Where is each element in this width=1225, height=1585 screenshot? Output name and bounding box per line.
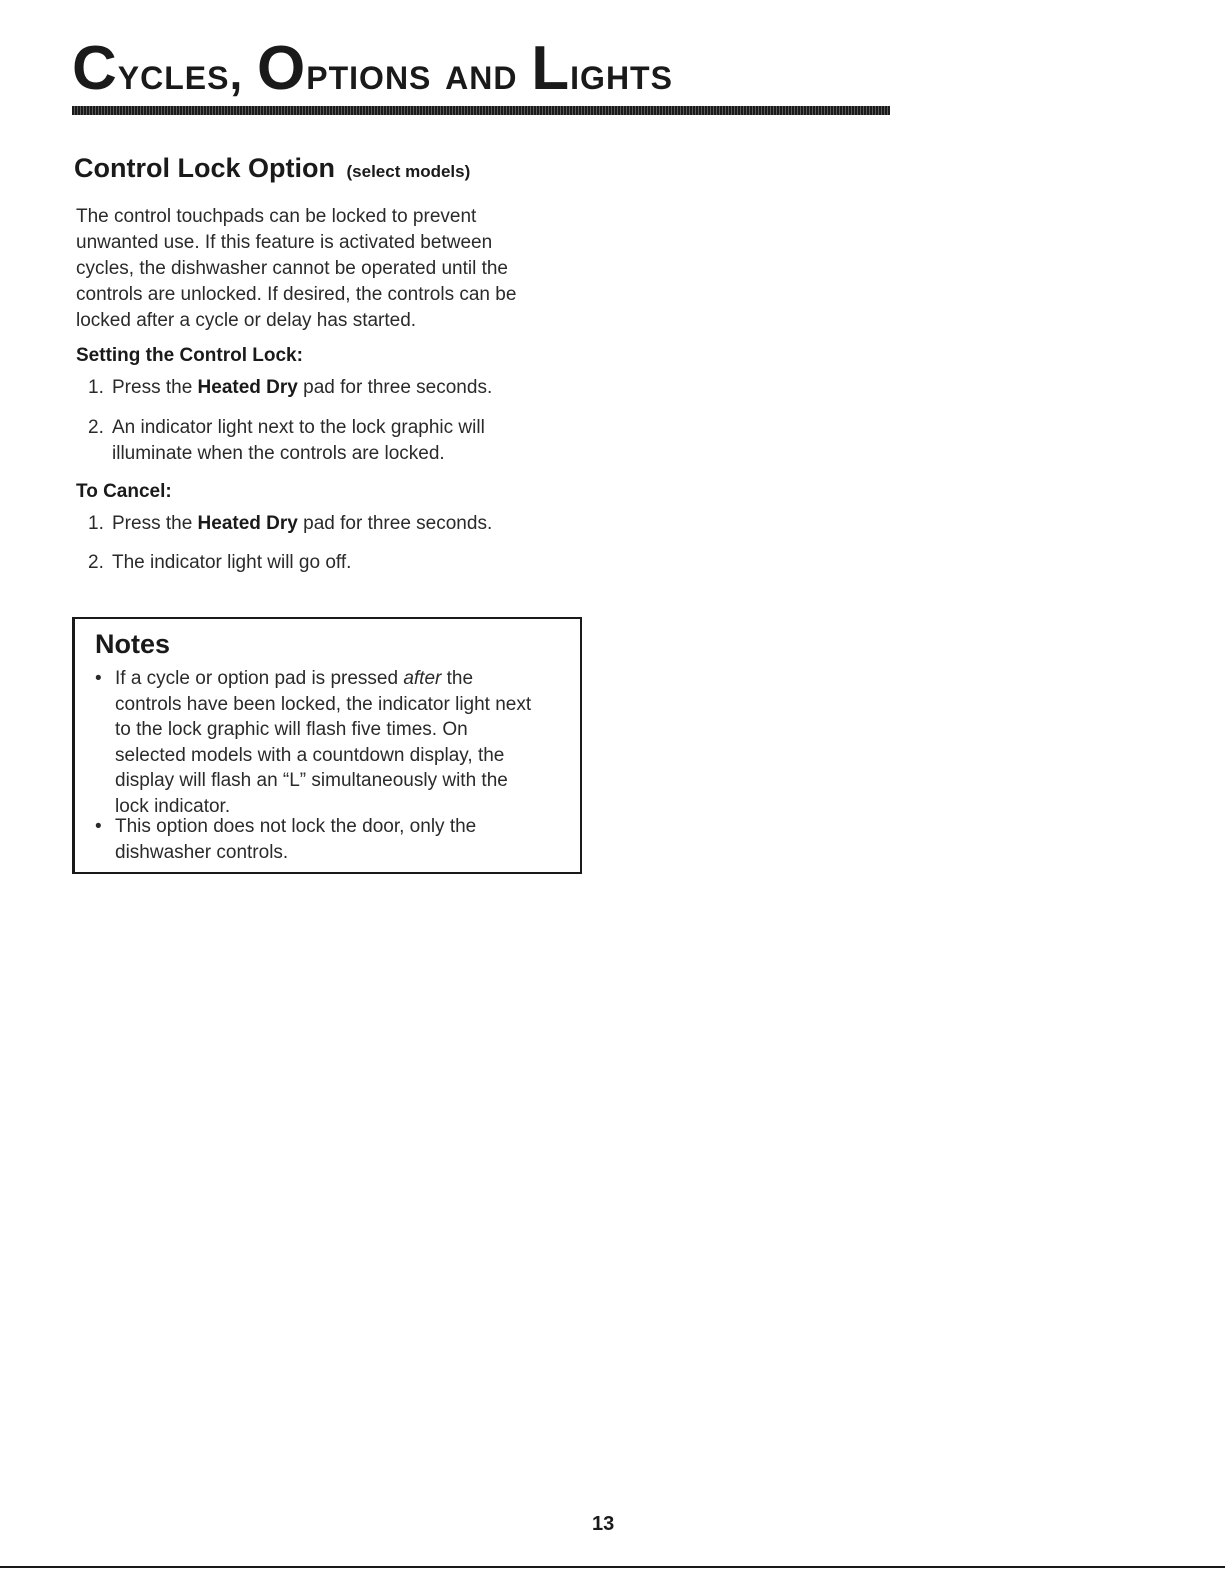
note-item-1 [95, 666, 581, 819]
notes-title: Notes [95, 629, 171, 659]
section-heading-suffix: (select models) [346, 162, 471, 181]
page-title: Cycles, Options and Lights [72, 34, 673, 103]
note-item-2 [95, 814, 581, 865]
note-text-pre: If a cycle or option pad is pressed [115, 668, 404, 689]
step-number: 2. [88, 417, 104, 438]
step-number: 1. [88, 513, 104, 534]
step-text-post: pad for three seconds. [297, 513, 493, 534]
note-line: lock indicator. [115, 795, 231, 817]
cancel-step-1 [88, 511, 588, 537]
setting-step-1 [88, 375, 588, 401]
note-line: controls have been locked, the indicator light next [115, 693, 532, 715]
intro-line: locked after a cycle or delay has started. [76, 310, 417, 331]
intro-line: controls are unlocked. If desired, the controls can be [76, 284, 517, 305]
cancel-heading: To Cancel: [76, 481, 172, 502]
setting-heading: Setting the Control Lock: [76, 345, 303, 366]
step-text: The indicator light will go off. [112, 552, 352, 573]
note-line: display will flash an “L” simultaneously with the [115, 770, 508, 791]
intro-line: The control touchpads can be locked to prevent [76, 206, 477, 227]
section-heading-text: Control Lock Option [74, 153, 335, 183]
bottom-rule [0, 1566, 1225, 1568]
step-text-bold: Heated Dry [197, 377, 298, 398]
step-text-post: pad for three seconds. [297, 377, 493, 398]
step-text-pre: Press the [112, 377, 198, 398]
bullet-icon: • [95, 668, 102, 689]
note-text-italic: after [403, 668, 442, 689]
intro-paragraph [76, 204, 576, 334]
title-rule [72, 106, 890, 115]
step-text-bold: Heated Dry [197, 513, 298, 534]
bullet-icon: • [95, 816, 102, 837]
intro-line: cycles, the dishwasher cannot be operated until the [76, 258, 508, 279]
note-line: dishwasher controls. [115, 841, 289, 863]
note-text: This option does not lock the door, only the [115, 816, 477, 837]
cancel-step-2 [88, 550, 588, 576]
note-line: selected models with a countdown display, the [115, 744, 505, 766]
step-number: 2. [88, 552, 104, 573]
section-heading [74, 153, 470, 184]
note-text-post: the [441, 668, 474, 689]
step-text-line: illuminate when the controls are locked. [112, 443, 445, 464]
step-text-line: An indicator light next to the lock graphic will [112, 417, 485, 438]
notes-box [72, 617, 582, 874]
page-number: 13 [592, 1513, 615, 1535]
note-line: to the lock graphic will flash five times. On [115, 719, 468, 740]
intro-line: unwanted use. If this feature is activated between [76, 232, 493, 253]
step-text-pre: Press the [112, 513, 198, 534]
setting-step-2 [88, 415, 588, 467]
step-number: 1. [88, 377, 104, 398]
